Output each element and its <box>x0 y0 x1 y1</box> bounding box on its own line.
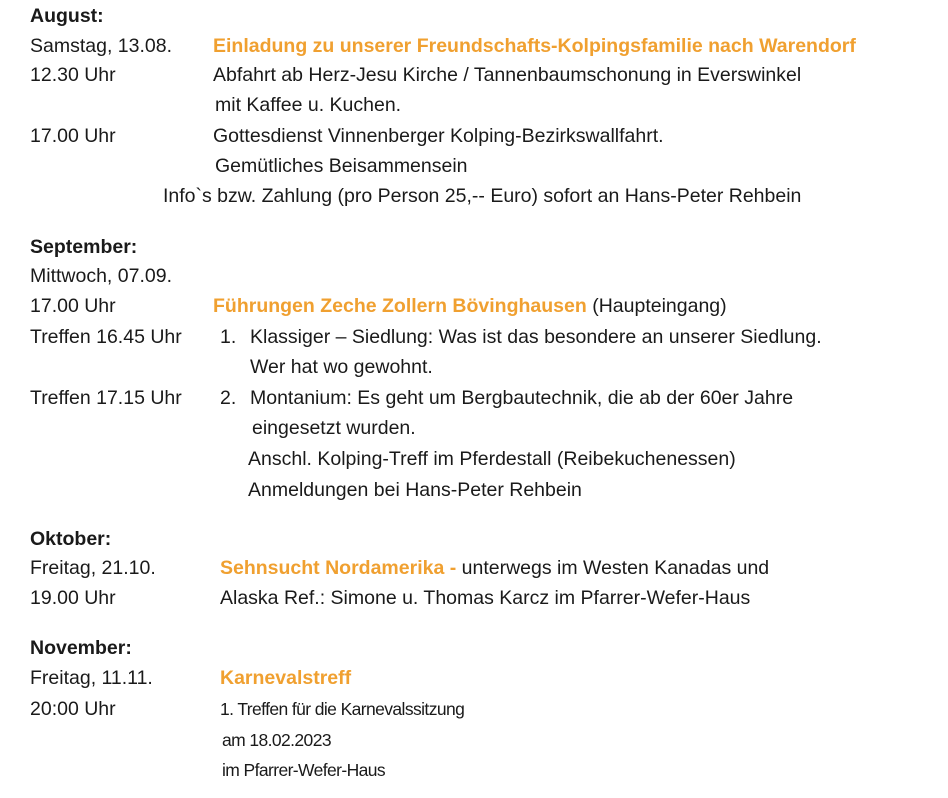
september-heading: September: <box>30 236 138 258</box>
september-item-2b: eingesetzt wurden. <box>252 417 416 439</box>
september-title-suffix: (Haupteingang) <box>592 295 727 317</box>
november-event-title: Karnevalstreff <box>220 667 352 689</box>
november-detail-3: im Pfarrer-Wefer-Haus <box>222 760 386 780</box>
september-item-1-number: 1. <box>220 326 237 348</box>
oktober-detail: Alaska Ref.: Simone u. Thomas Karcz im Pfarrer-Wefer-Haus <box>220 587 751 609</box>
september-title-line <box>213 294 727 318</box>
august-detail-2b: Gemütliches Beisammensein <box>215 155 468 177</box>
oktober-date: Freitag, 21.10. <box>30 557 156 579</box>
oktober-event-title: Sehnsucht Nordamerika - <box>220 557 457 579</box>
august-time-2: 17.00 Uhr <box>30 125 116 147</box>
oktober-heading: Oktober: <box>30 528 112 550</box>
november-date: Freitag, 11.11. <box>30 667 153 689</box>
november-time: 20:00 Uhr <box>30 698 116 720</box>
september-meet-2: Treffen 17.15 Uhr <box>30 387 182 409</box>
september-item-1b: Wer hat wo gewohnt. <box>250 356 433 378</box>
september-time: 17.00 Uhr <box>30 295 116 317</box>
oktober-time: 19.00 Uhr <box>30 587 116 609</box>
september-meet-1: Treffen 16.45 Uhr <box>30 326 182 348</box>
august-detail-2a: Gottesdienst Vinnenberger Kolping-Bezirkswallfahrt. <box>213 125 664 147</box>
august-detail-1b: mit Kaffee u. Kuchen. <box>215 94 402 116</box>
november-detail-2: am 18.02.2023 <box>222 730 331 750</box>
oktober-title-line <box>220 556 769 580</box>
august-heading: August: <box>30 5 104 27</box>
september-item-2a: Montanium: Es geht um Bergbautechnik, die ab der 60er Jahre <box>250 387 794 409</box>
august-date: Samstag, 13.08. <box>30 35 173 57</box>
august-event-title: Einladung zu unserer Freundschafts-Kolpingsfamilie nach Warendorf <box>213 35 856 57</box>
september-item-1a: Klassiger – Siedlung: Was ist das besondere an unserer Siedlung. <box>250 326 822 348</box>
august-info: Info`s bzw. Zahlung (pro Person 25,-- Euro) sofort an Hans-Peter Rehbein <box>163 185 802 207</box>
november-heading: November: <box>30 637 132 659</box>
september-event-title: Führungen Zeche Zollern Bövinghausen <box>213 295 587 317</box>
september-note-2: Anmeldungen bei Hans-Peter Rehbein <box>248 479 582 501</box>
september-item-2-number: 2. <box>220 387 237 409</box>
september-date: Mittwoch, 07.09. <box>30 265 172 287</box>
oktober-title-suffix: unterwegs im Westen Kanadas und <box>461 557 770 579</box>
august-time-1: 12.30 Uhr <box>30 64 116 86</box>
november-detail-1: 1. Treffen für die Karnevalssitzung <box>220 699 465 719</box>
september-note-1: Anschl. Kolping-Treff im Pferdestall (Reibekuchenessen) <box>248 448 736 470</box>
august-detail-1a: Abfahrt ab Herz-Jesu Kirche / Tannenbaumschonung in Everswinkel <box>213 64 802 86</box>
